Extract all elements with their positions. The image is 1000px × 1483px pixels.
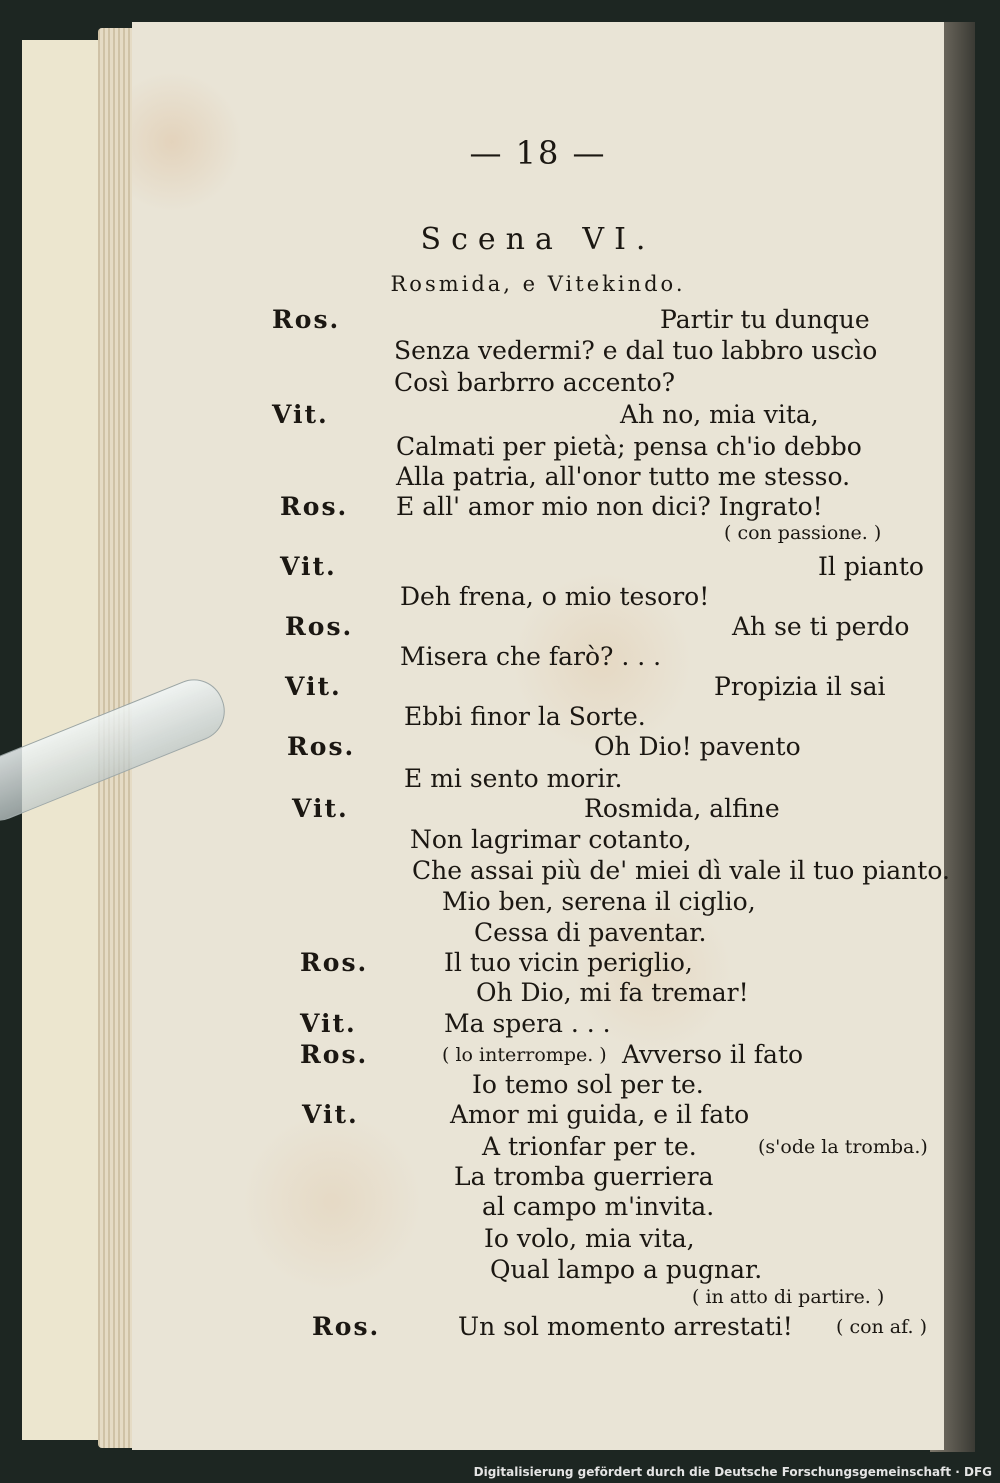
speaker-label: Ros. bbox=[287, 732, 356, 761]
verse-line: Deh frena, o mio tesoro! bbox=[400, 582, 710, 611]
verse-line: Rosmida, alfine bbox=[584, 794, 780, 823]
verse-line: Oh Dio, mi fa tremar! bbox=[476, 978, 749, 1007]
speaker-label: Vit. bbox=[302, 1100, 359, 1129]
verse-line: Un sol momento arrestati! bbox=[458, 1312, 793, 1341]
verse-line: Mio ben, serena il ciglio, bbox=[442, 887, 756, 916]
verse-line: Io volo, mia vita, bbox=[484, 1224, 695, 1253]
verse-line: Ah se ti perdo bbox=[732, 612, 910, 641]
verse-line: Calmati per pietà; pensa ch'io debbo bbox=[396, 432, 862, 461]
scene-title: Scena VI. bbox=[420, 222, 656, 257]
verse-line: Propizia il sai bbox=[714, 672, 886, 701]
character-list: Rosmida, e Vitekindo. bbox=[390, 272, 686, 296]
speaker-label: Ros. bbox=[285, 612, 354, 641]
verse-line: Partir tu dunque bbox=[660, 305, 870, 334]
verse-line: E all' amor mio non dici? Ingrato! bbox=[396, 492, 823, 521]
stage-direction: ( in atto di partire. ) bbox=[692, 1286, 885, 1308]
book-page bbox=[132, 22, 950, 1450]
verse-line: Il pianto bbox=[818, 552, 924, 581]
verse-line: A trionfar per te. bbox=[482, 1132, 697, 1161]
verse-line: Qual lampo a pugnar. bbox=[490, 1255, 763, 1284]
verse-line: E mi sento morir. bbox=[404, 764, 623, 793]
verse-line: Senza vedermi? e dal tuo labbro uscìo bbox=[394, 336, 878, 365]
verse-line: Il tuo vicin periglio, bbox=[444, 948, 693, 977]
verse-line: Amor mi guida, e il fato bbox=[450, 1100, 750, 1129]
speaker-label: Vit. bbox=[285, 672, 342, 701]
verse-line: Avverso il fato bbox=[622, 1040, 804, 1069]
verse-line: La tromba guerriera bbox=[454, 1162, 714, 1191]
speaker-label: Vit. bbox=[292, 794, 349, 823]
verse-line: Non lagrimar cotanto, bbox=[410, 825, 692, 854]
footer-credit: Digitalisierung gefördert durch die Deutsche Forschungsgemeinschaft · DFG bbox=[473, 1465, 992, 1479]
speaker-label: Vit. bbox=[272, 400, 329, 429]
stage-direction: (s'ode la tromba.) bbox=[758, 1136, 928, 1158]
speaker-label: Vit. bbox=[300, 1009, 357, 1038]
verse-line: Così barbrro accento? bbox=[394, 368, 676, 397]
verse-line: Ebbi finor la Sorte. bbox=[404, 702, 646, 731]
verse-line: Alla patria, all'onor tutto me stesso. bbox=[396, 462, 851, 491]
verse-line: Ma spera . . . bbox=[444, 1009, 611, 1038]
verse-line: Cessa di paventar. bbox=[474, 918, 707, 947]
speaker-label: Vit. bbox=[280, 552, 337, 581]
speaker-label: Ros. bbox=[312, 1312, 381, 1341]
page-number: — 18 — bbox=[469, 134, 607, 172]
stage-direction: ( con passione. ) bbox=[724, 522, 882, 544]
stage-direction: ( lo interrompe. ) bbox=[442, 1044, 607, 1066]
verse-line: al campo m'invita. bbox=[482, 1192, 715, 1221]
verse-line: Misera che farò? . . . bbox=[400, 642, 662, 671]
speaker-label: Ros. bbox=[272, 305, 341, 334]
verse-line: Oh Dio! pavento bbox=[594, 732, 801, 761]
verse-line: Io temo sol per te. bbox=[472, 1070, 704, 1099]
verse-line: Ah no, mia vita, bbox=[620, 400, 819, 429]
speaker-label: Ros. bbox=[300, 948, 369, 977]
stage-direction: ( con af. ) bbox=[836, 1316, 927, 1338]
verse-line: Che assai più de' miei dì vale il tuo pianto. bbox=[412, 856, 950, 885]
speaker-label: Ros. bbox=[300, 1040, 369, 1069]
speaker-label: Ros. bbox=[280, 492, 349, 521]
